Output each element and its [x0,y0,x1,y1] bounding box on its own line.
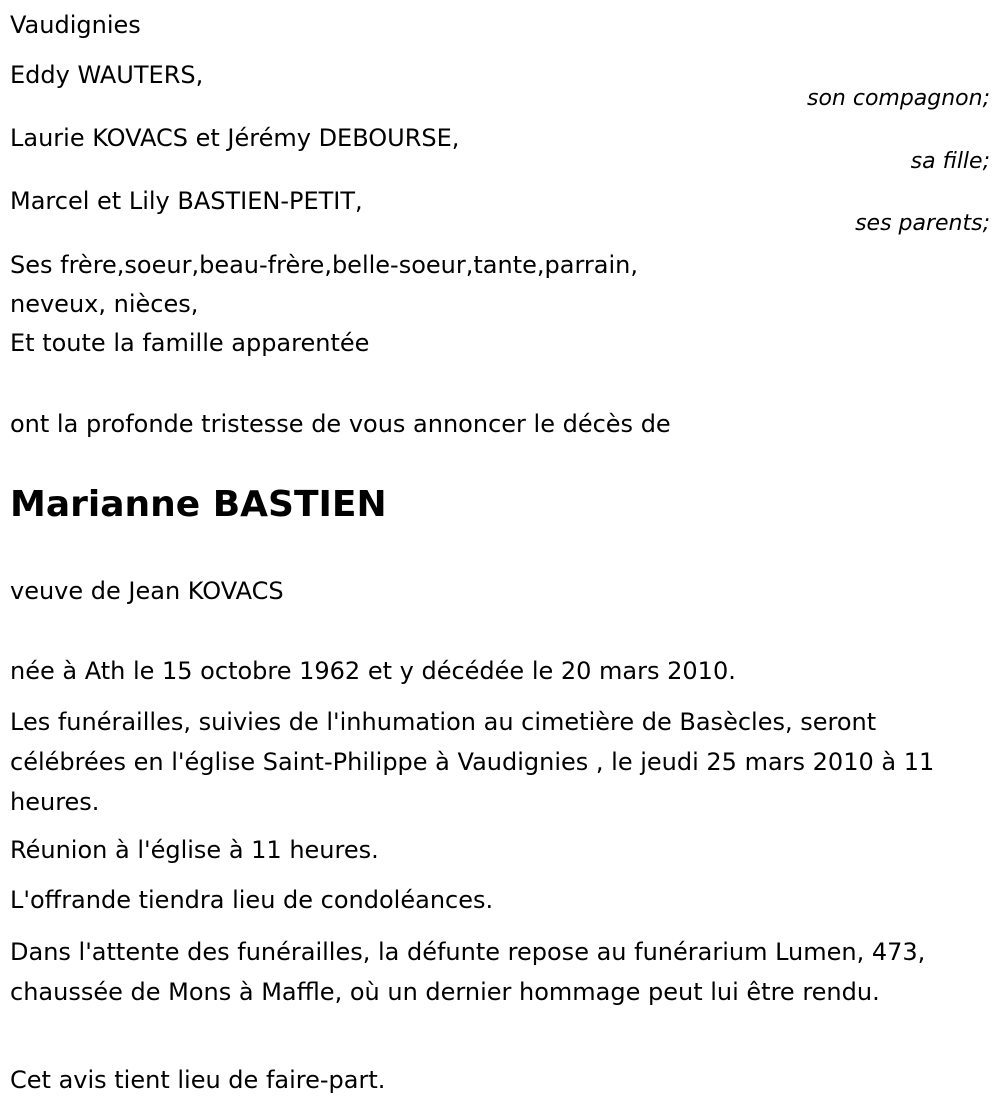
mourner-role-3: ses parents; [855,211,990,236]
mourner-role-2: sa fille; [910,149,990,174]
birth-death-text: née à Ath le 15 octobre 1962 et y décédée le 20 mars 2010. [10,657,736,685]
mourner-role-1: son compagnon; [806,86,990,111]
deceased-name: Marianne BASTIEN [10,484,387,525]
meeting-text: Réunion à l'église à 11 heures. [10,836,379,864]
mourner-name-3: Marcel et Lily BASTIEN-PETIT, [10,187,363,215]
mourner-name-1: Eddy WAUTERS, [10,61,204,89]
offering-text: L'offrande tiendra lieu de condoléances. [10,886,494,914]
repose-paragraph: Dans l'attente des funérailles, la défunte repose au funérarium Lumen, 473, chaussée de Mons à Maffle, où un dernier hommage peut lui être rendu. [10,938,926,1006]
place-name: Vaudignies [10,11,141,39]
widow-of-text: veuve de Jean KOVACS [10,577,284,605]
funeral-paragraph: Les funérailles, suivies de l'inhumation au cimetière de Basècles, seront célébrées en l'église Saint-Philippe à Vaudignies , le jeudi 25 mars 2010 à 11 heures. [10,708,935,816]
family-line-1: Ses frère,soeur,beau-frère,belle-soeur,tante,parrain, [10,251,638,279]
closing-text: Cet avis tient lieu de faire-part. [10,1066,386,1094]
family-line-2: neveux, nièces, [10,290,199,318]
announcement-text: ont la profonde tristesse de vous annoncer le décès de [10,410,671,438]
mourner-name-2: Laurie KOVACS et Jérémy DEBOURSE, [10,124,460,152]
family-line-3: Et toute la famille apparentée [10,329,370,357]
